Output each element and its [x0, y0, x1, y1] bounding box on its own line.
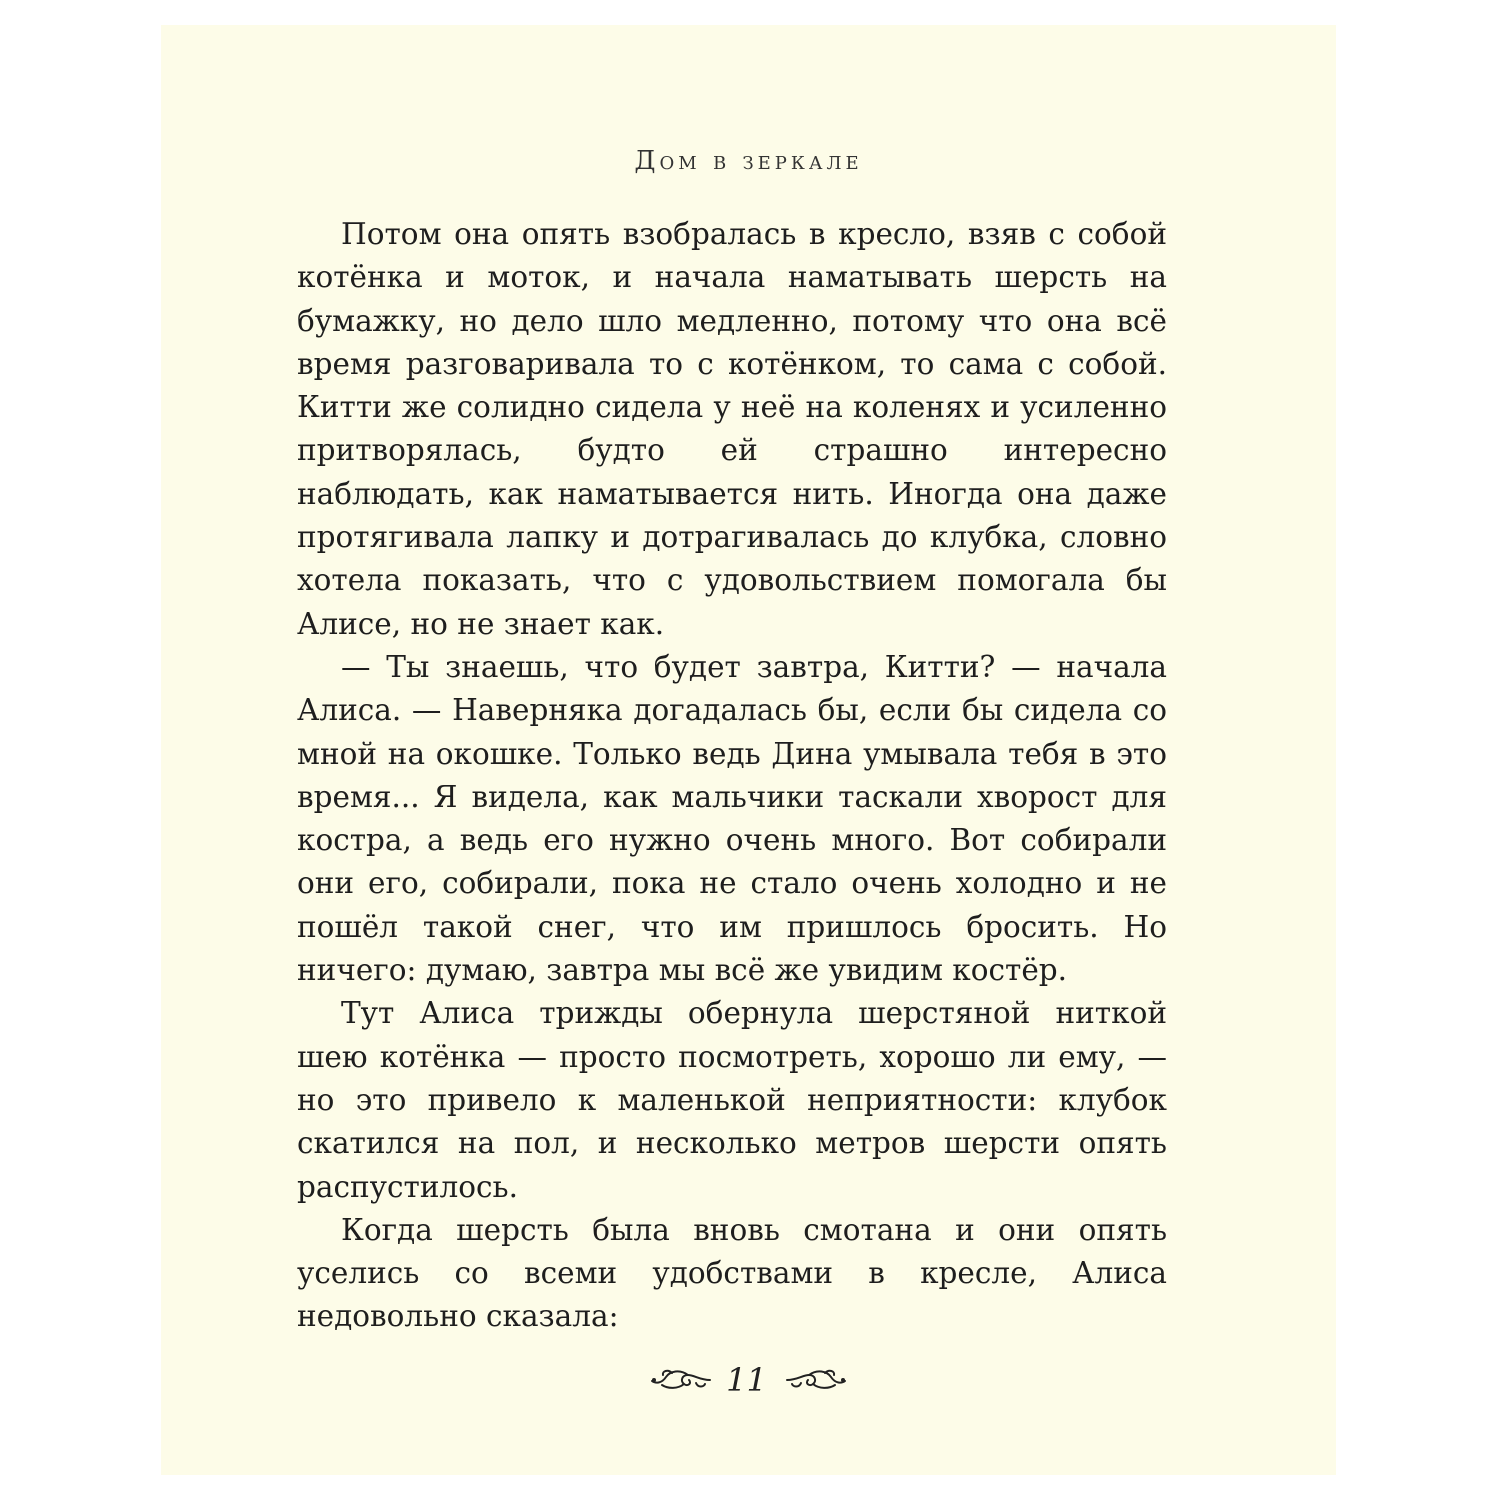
- page-folio: [161, 1355, 1336, 1405]
- running-head: Дом в зеркале: [634, 146, 863, 176]
- paragraph-4: Когда шерсть была вновь смотана и они опять уселись со всеми удобствами в кресле, Алиса недовольно сказала:: [297, 1212, 1167, 1334]
- paragraph-3: Тут Алиса трижды обернула шерстяной ниткой шею котёнка — просто посмотреть, хорошо ли ему, — но это привело к маленькой неприятности: клубок скатился на пол, и несколько метров шерсти опять распустилось.: [297, 996, 1167, 1204]
- paragraph-2: — Ты знаешь, что будет завтра, Китти? — начала Алиса. — Наверняка догадалась бы, если бы сидела со мной на окошке. Только ведь Дина умывала тебя в это время... Я видела, как мальчики таскали хворост для костра, а ведь его нужно очень много. Вот собирали они его, собирали, пока не стало очень холодно и не пошёл такой снег, что им пришлось бросить. Но ничего: думаю, завтра мы всё же увидим костёр.: [297, 649, 1167, 988]
- body-text: [297, 213, 1167, 1339]
- paragraph-1: Потом она опять взобралась в кресло, взяв с собой котёнка и моток, и начала наматывать шерсть на бумажку, но дело шло медленно, потому что она всё время разговаривала то с котёнком, то сама с собой. Китти же солидно сидела у неё на коленях и усиленно притворялась, будто ей страшно интересно наблюдать, как наматывается нить. Иногда она даже протягивала лапку и дотрагивалась до клубка, словно хотела показать, что с удовольствием помогала бы Алисе, но не знает как.: [297, 217, 1167, 641]
- left-flourish-icon: [650, 1365, 712, 1395]
- book-page: [161, 25, 1336, 1475]
- right-flourish-icon: [785, 1365, 847, 1395]
- page-number: 11: [726, 1361, 767, 1399]
